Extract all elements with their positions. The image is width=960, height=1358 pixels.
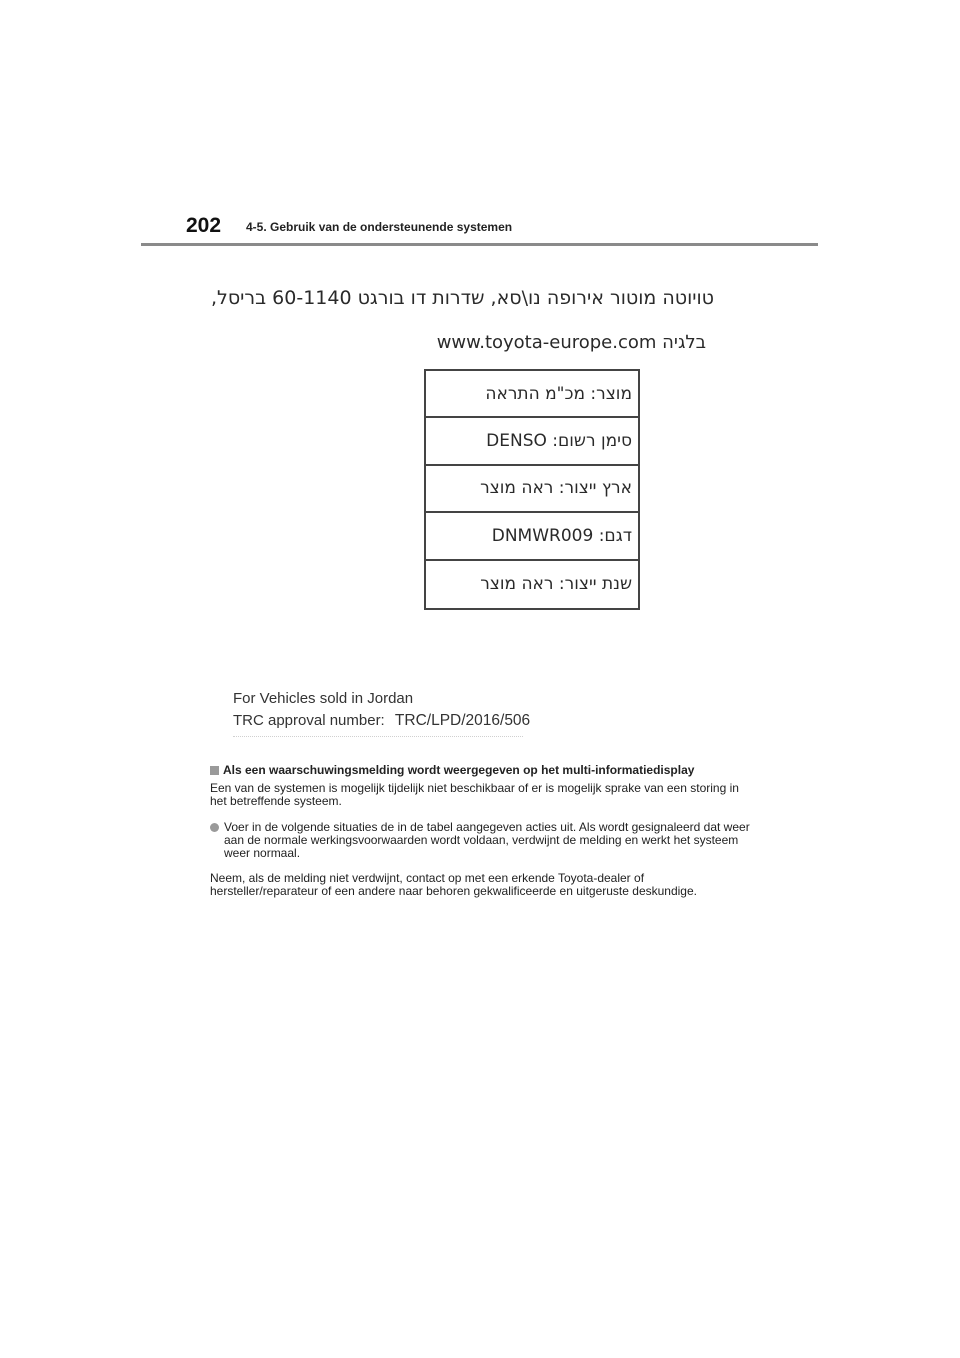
page-number: 202 <box>186 214 222 237</box>
jordan-underline <box>233 736 523 738</box>
jordan-vehicles-line: For Vehicles sold in Jordan <box>233 690 414 707</box>
round-bullet-icon <box>210 823 219 832</box>
hebrew-website: www.toyota-europe.com בלגיה <box>436 332 706 353</box>
jordan-approval-block <box>233 690 530 730</box>
trc-approval-label: TRC approval number: <box>233 712 385 729</box>
label-row-year: שנת ייצור: ראה מוצר <box>480 574 632 595</box>
paragraph-dealer: Neem, als de melding niet verdwijnt, contact op met een erkende Toyota-dealer of hersteller/reparateur of een andere naar behoren gekwalificeerde en uitgeruste deskundige. <box>210 871 697 898</box>
section-title: 4-5. Gebruik van de ondersteunende systemen <box>246 220 513 234</box>
warning-subheading <box>210 763 694 777</box>
trc-approval-number: TRC/LPD/2016/506 <box>394 712 531 729</box>
subheading-text: Als een waarschuwingsmelding wordt weergegeven op het multi-informatiedisplay <box>223 763 695 777</box>
product-label-table <box>424 369 640 610</box>
square-bullet-icon <box>210 766 219 775</box>
label-row-country: ארץ ייצור: ראה מוצר <box>426 466 638 513</box>
paragraph-storing: Een van de systemen is mogelijk tijdelijk niet beschikbaar of er is mogelijk sprake van een storing in het betreffende systeem. <box>210 781 739 808</box>
label-row-product: מוצר: מכ"מ התראה <box>426 371 638 418</box>
hebrew-address: טויוטה מוטור אירופה נו\סא, שדרות דו בורגט 60-1140 בריסל, <box>211 287 714 309</box>
label-row-model: דגם: DNMWR009 <box>426 513 638 560</box>
bullet-text: Voer in de volgende situaties de in de tabel aangegeven acties uit. Als wordt gesignaleerd dat weer aan de normale werkingsvoorwaarden wordt voldaan, verdwijnt de melding en werkt het systeem weer normaal. <box>224 820 750 860</box>
trc-approval-line <box>233 712 530 730</box>
label-row-brand: סימן רשום: DENSO <box>426 418 638 465</box>
bullet-item <box>210 821 750 860</box>
header-divider <box>141 243 818 246</box>
